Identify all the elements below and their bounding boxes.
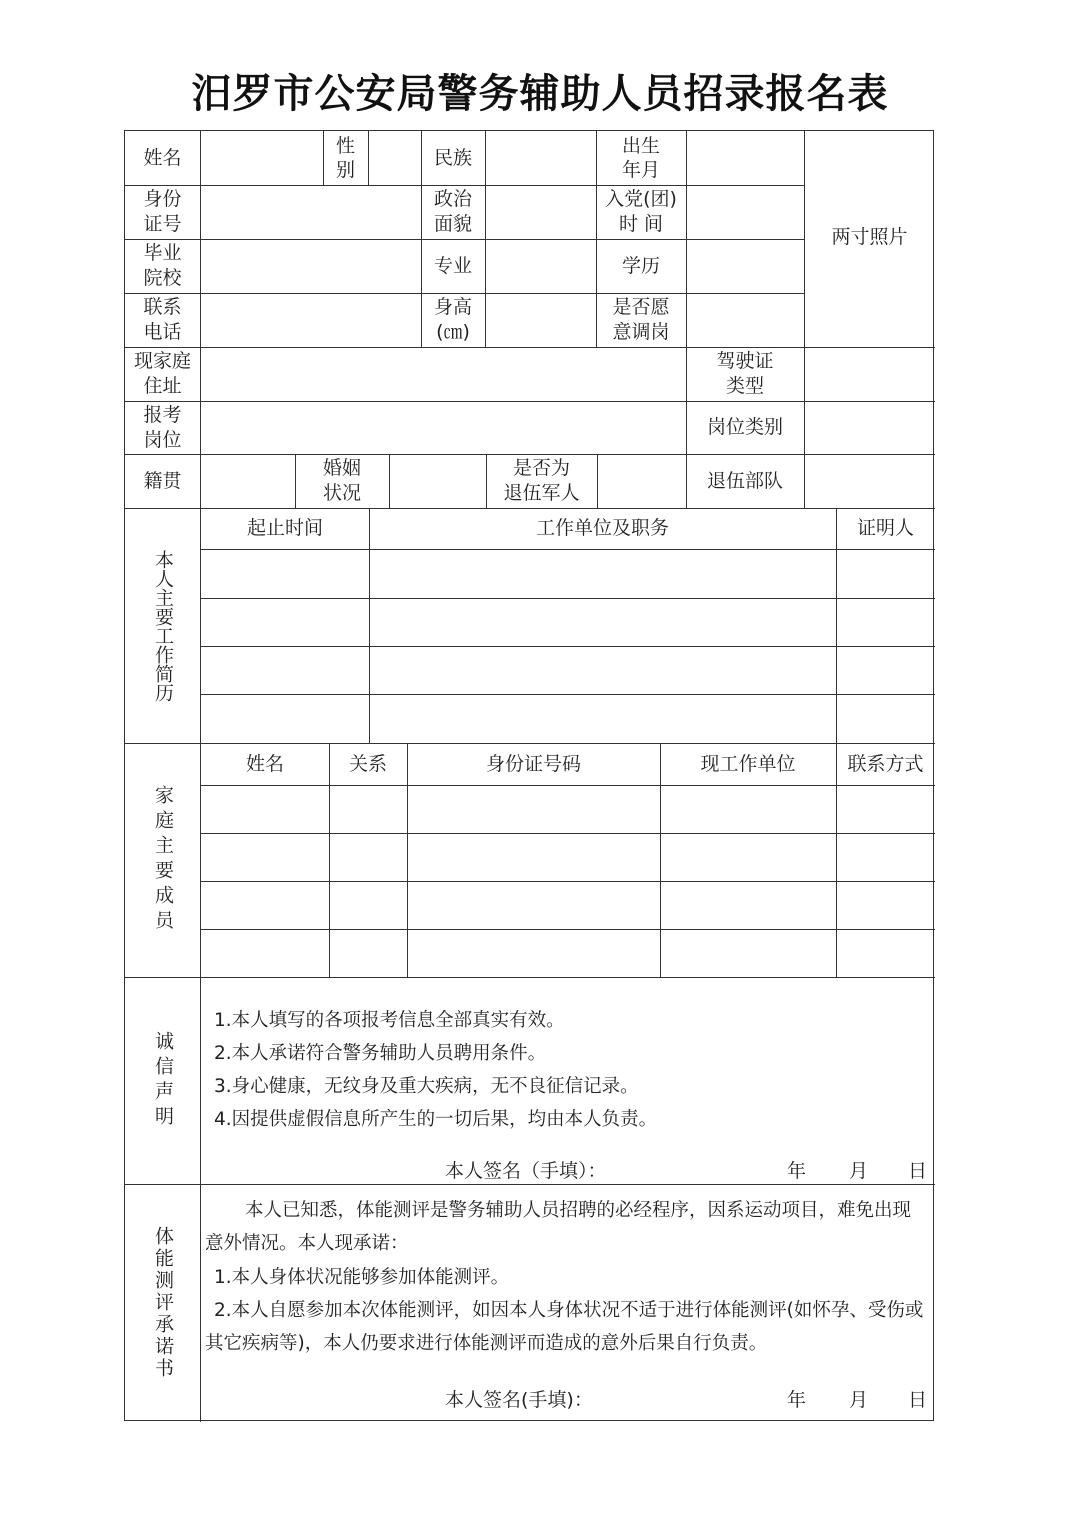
id-number-label: 身份 证号 bbox=[143, 188, 182, 235]
fitness-signature-label: 本人签名(手填)： bbox=[445, 1389, 593, 1411]
phone-input[interactable] bbox=[201, 293, 421, 347]
native-label: 籍贯 bbox=[143, 469, 182, 492]
position-type-label: 岗位类别 bbox=[706, 416, 783, 438]
family-section-label: 家庭主要成员 bbox=[152, 785, 174, 935]
registration-form bbox=[124, 130, 934, 1421]
phone-label: 联系 电话 bbox=[143, 296, 182, 343]
integrity-item-1: 1.本人填写的各项报考信息全部真实有效。 bbox=[214, 1010, 565, 1031]
fitness-day: 日 bbox=[908, 1389, 928, 1411]
license-label: 驾驶证 类型 bbox=[716, 350, 774, 397]
license-input[interactable] bbox=[804, 347, 935, 401]
fitness-signature-field[interactable] bbox=[615, 1380, 785, 1410]
family-row[interactable] bbox=[201, 930, 935, 977]
family-header-contact: 联系方式 bbox=[847, 752, 924, 775]
marital-input[interactable] bbox=[389, 454, 486, 508]
work-header-unit: 工作单位及职务 bbox=[535, 517, 669, 539]
political-label: 政治 面貌 bbox=[433, 188, 472, 235]
position-label: 报考 岗位 bbox=[143, 403, 182, 451]
transfer-input[interactable] bbox=[686, 293, 804, 347]
education-label: 学历 bbox=[621, 254, 660, 277]
veteran-label: 是否为 退伍军人 bbox=[503, 457, 580, 504]
integrity-month: 月 bbox=[849, 1160, 869, 1182]
major-input[interactable] bbox=[485, 239, 596, 293]
family-header-relation: 关系 bbox=[348, 752, 387, 775]
integrity-section-label: 诚信声明 bbox=[152, 1030, 174, 1131]
family-header-workplace: 现工作单位 bbox=[700, 752, 796, 775]
position-type-input[interactable] bbox=[804, 401, 935, 454]
school-input[interactable] bbox=[201, 239, 421, 293]
id-number-input[interactable] bbox=[201, 185, 421, 239]
birth-input[interactable] bbox=[686, 131, 804, 185]
ethnicity-label: 民族 bbox=[433, 146, 472, 169]
fitness-year: 年 bbox=[787, 1389, 807, 1411]
native-input[interactable] bbox=[201, 454, 295, 508]
fitness-item-2: 2.本人自愿参加本次体能测评，如因本人身体状况不适于进行体能测评(如怀孕、受伤或其它疾病等)，本人仍要求进行体能测评而造成的意外后果自行负责。 bbox=[205, 1300, 924, 1354]
form-title: 汨罗市公安局警务辅助人员招录报名表 bbox=[191, 70, 889, 117]
work-row[interactable] bbox=[201, 695, 935, 743]
fitness-item-1: 1.本人身体状况能够参加体能测评。 bbox=[214, 1267, 510, 1288]
veteran-input[interactable] bbox=[597, 454, 686, 508]
education-input[interactable] bbox=[686, 239, 804, 293]
transfer-label: 是否愿 意调岗 bbox=[612, 296, 670, 343]
height-input[interactable] bbox=[485, 293, 596, 347]
name-input[interactable] bbox=[201, 131, 323, 185]
birth-label: 出生 年月 bbox=[621, 135, 660, 181]
gender-label: 性 别 bbox=[335, 135, 355, 181]
family-row[interactable] bbox=[201, 786, 935, 833]
integrity-day: 日 bbox=[908, 1160, 928, 1182]
address-input[interactable] bbox=[201, 347, 686, 401]
integrity-signature-label: 本人签名（手填）： bbox=[445, 1160, 607, 1182]
integrity-signature-field[interactable] bbox=[615, 1151, 785, 1181]
school-label: 毕业 院校 bbox=[143, 242, 182, 289]
unit-input[interactable] bbox=[804, 454, 935, 508]
gender-input[interactable] bbox=[368, 131, 421, 185]
fitness-intro: 本人已知悉，体能测评是警务辅助人员招聘的必经程序，因系运动项目，难免出现意外情况。本人现承诺： bbox=[205, 1200, 912, 1254]
unit-label: 退伍部队 bbox=[706, 469, 783, 492]
work-row[interactable] bbox=[201, 550, 935, 598]
photo-box[interactable]: 两寸照片 bbox=[831, 225, 908, 248]
political-input[interactable] bbox=[485, 185, 596, 239]
height-label: 身高 (㎝) bbox=[433, 296, 472, 343]
party-time-input[interactable] bbox=[686, 185, 804, 239]
integrity-item-3: 3.身心健康，无纹身及重大疾病，无不良征信记录。 bbox=[214, 1076, 639, 1097]
fitness-section-label: 体能测评承诺书 bbox=[152, 1226, 174, 1380]
address-label: 现家庭 住址 bbox=[133, 350, 191, 397]
party-time-label: 入党(团) 时 间 bbox=[605, 188, 677, 235]
family-header-id: 身份证号码 bbox=[485, 752, 581, 775]
work-section-label: 本人主要工作简历 bbox=[152, 549, 174, 702]
major-label: 专业 bbox=[433, 254, 472, 277]
work-row[interactable] bbox=[201, 647, 935, 694]
marital-label: 婚姻 状况 bbox=[322, 457, 361, 504]
fitness-month: 月 bbox=[849, 1389, 869, 1411]
work-row[interactable] bbox=[201, 599, 935, 646]
integrity-item-4: 4.因提供虚假信息所产生的一切后果，均由本人负责。 bbox=[214, 1109, 658, 1130]
work-header-period: 起止时间 bbox=[246, 517, 323, 539]
integrity-year: 年 bbox=[787, 1160, 807, 1182]
integrity-item-2: 2.本人承诺符合警务辅助人员聘用条件。 bbox=[214, 1043, 547, 1064]
position-input[interactable] bbox=[201, 401, 686, 454]
name-label: 姓名 bbox=[143, 146, 182, 169]
work-header-referee: 证明人 bbox=[856, 517, 914, 539]
ethnicity-input[interactable] bbox=[485, 131, 596, 185]
family-row[interactable] bbox=[201, 834, 935, 881]
family-row[interactable] bbox=[201, 882, 935, 929]
family-header-name: 姓名 bbox=[245, 752, 284, 775]
